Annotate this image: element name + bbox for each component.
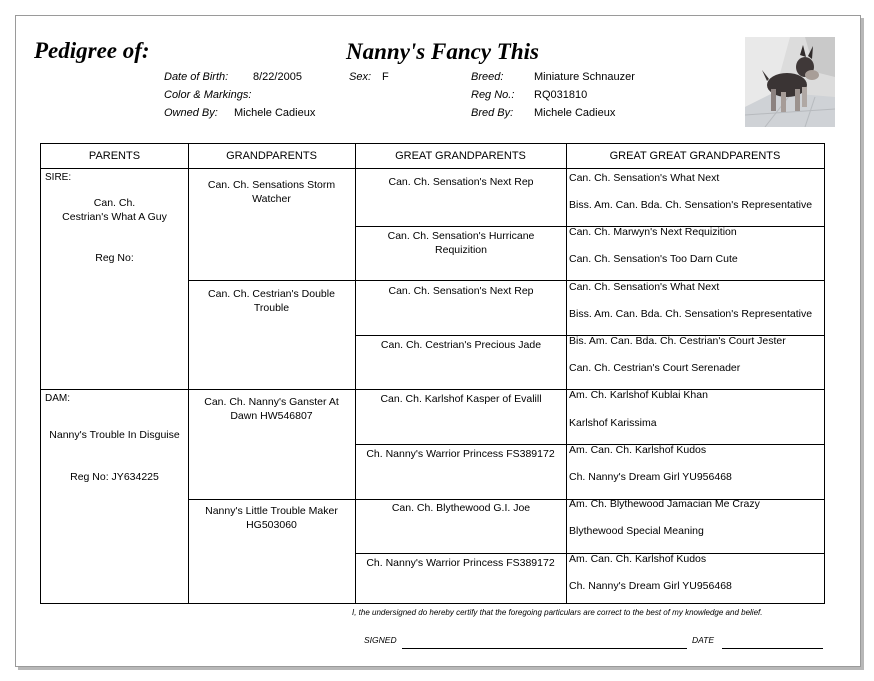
great-great-grandparent-8: Can. Ch. Cestrian's Court Serenader bbox=[569, 362, 741, 374]
sex-value: F bbox=[382, 71, 389, 83]
dam-reg: Reg No: JY634225 bbox=[70, 471, 159, 483]
breeder-value: Michele Cadieux bbox=[534, 107, 616, 119]
dam-name: Nanny's Trouble In Disguise bbox=[49, 429, 180, 441]
grandparent-3: Can. Ch. Nanny's Ganster At Dawn HW546807 bbox=[204, 396, 339, 422]
dam-label: DAM: bbox=[45, 393, 70, 404]
date-label: DATE bbox=[692, 635, 715, 645]
reg-value: RQ031810 bbox=[534, 89, 588, 101]
sire-reg: Reg No: bbox=[95, 252, 134, 264]
great-great-grandparent-14: Blythewood Special Meaning bbox=[569, 525, 704, 537]
dog-name-title: Nanny's Fancy This bbox=[346, 39, 539, 64]
breed-label: Breed: bbox=[471, 71, 504, 83]
certification-text: I, the undersigned do hereby certify that the foregoing particulars are correct to the best of my knowledge and belief. bbox=[352, 608, 763, 617]
great-grandparent-4: Can. Ch. Cestrian's Precious Jade bbox=[380, 339, 542, 351]
column-header-great-great-grandparents: GREAT GREAT GRANDPARENTS bbox=[566, 144, 824, 169]
great-great-grandparent-15: Am. Can. Ch. Karlshof Kudos bbox=[569, 553, 707, 565]
great-great-grandparent-11: Am. Can. Ch. Karlshof Kudos bbox=[569, 444, 707, 456]
great-great-grandparent-4: Can. Ch. Sensation's Too Darn Cute bbox=[569, 253, 738, 265]
date-line[interactable] bbox=[722, 648, 823, 649]
dog-photo bbox=[745, 37, 835, 127]
pedigree-table bbox=[40, 143, 825, 604]
great-great-grandparent-7: Bis. Am. Can. Bda. Ch. Cestrian's Court Jester bbox=[569, 335, 786, 347]
owner-value: Michele Cadieux bbox=[234, 107, 316, 119]
great-grandparent-5: Can. Ch. Karlshof Kasper of Evalill bbox=[380, 393, 542, 405]
breed-value: Miniature Schnauzer bbox=[534, 71, 635, 83]
great-great-grandparent-16: Ch. Nanny's Dream Girl YU956468 bbox=[569, 580, 732, 592]
great-great-grandparent-5: Can. Ch. Sensation's What Next bbox=[569, 281, 720, 293]
dob-value: 8/22/2005 bbox=[253, 71, 302, 83]
column-header-grandparents: GRANDPARENTS bbox=[188, 144, 355, 169]
great-grandparent-2: Can. Ch. Sensation's Hurricane Requizition bbox=[387, 230, 535, 256]
column-header-great-grandparents: GREAT GRANDPARENTS bbox=[355, 144, 566, 169]
sire-name-line1: Can. Ch. bbox=[93, 197, 136, 209]
sex-label: Sex: bbox=[349, 71, 372, 83]
great-great-grandparent-2: Biss. Am. Can. Bda. Ch. Sensation's Representative bbox=[569, 199, 813, 211]
sire-label: SIRE: bbox=[45, 172, 72, 183]
owned-label: Owned By: bbox=[164, 107, 218, 119]
reg-label: Reg No.: bbox=[471, 89, 515, 101]
great-great-grandparent-6: Biss. Am. Can. Bda. Ch. Sensation's Representative bbox=[569, 308, 813, 320]
dob-label: Date of Birth: bbox=[164, 71, 229, 83]
great-grandparent-8: Ch. Nanny's Warrior Princess FS389172 bbox=[366, 557, 555, 569]
great-great-grandparent-12: Ch. Nanny's Dream Girl YU956468 bbox=[569, 471, 732, 483]
grandparent-1: Can. Ch. Sensations Storm Watcher bbox=[207, 179, 336, 205]
sire-name-line2: Cestrian's What A Guy bbox=[62, 211, 167, 223]
great-grandparent-3: Can. Ch. Sensation's Next Rep bbox=[388, 285, 534, 297]
great-great-grandparent-3: Can. Ch. Marwyn's Next Requizition bbox=[569, 226, 737, 238]
color-label: Color & Markings: bbox=[164, 89, 252, 101]
signature-line[interactable] bbox=[402, 648, 687, 649]
great-grandparent-1: Can. Ch. Sensation's Next Rep bbox=[388, 176, 534, 188]
pedigree-page bbox=[15, 15, 861, 667]
great-grandparent-7: Can. Ch. Blythewood G.I. Joe bbox=[391, 502, 531, 514]
grandparent-2: Can. Ch. Cestrian's Double Trouble bbox=[208, 288, 335, 314]
grandparent-4: Nanny's Little Trouble Maker HG503060 bbox=[205, 505, 338, 531]
great-great-grandparent-9: Am. Ch. Karlshof Kublai Khan bbox=[569, 389, 708, 401]
great-great-grandparent-1: Can. Ch. Sensation's What Next bbox=[569, 172, 720, 184]
column-header-parents: PARENTS bbox=[41, 144, 188, 169]
great-great-grandparent-10: Karlshof Karissima bbox=[569, 417, 657, 429]
signed-label: SIGNED bbox=[364, 635, 397, 645]
great-grandparent-6: Ch. Nanny's Warrior Princess FS389172 bbox=[366, 448, 555, 460]
pedigree-title-label: Pedigree of: bbox=[34, 38, 150, 63]
bred-label: Bred By: bbox=[471, 107, 514, 119]
great-great-grandparent-13: Am. Ch. Blythewood Jamacian Me Crazy bbox=[569, 498, 760, 510]
